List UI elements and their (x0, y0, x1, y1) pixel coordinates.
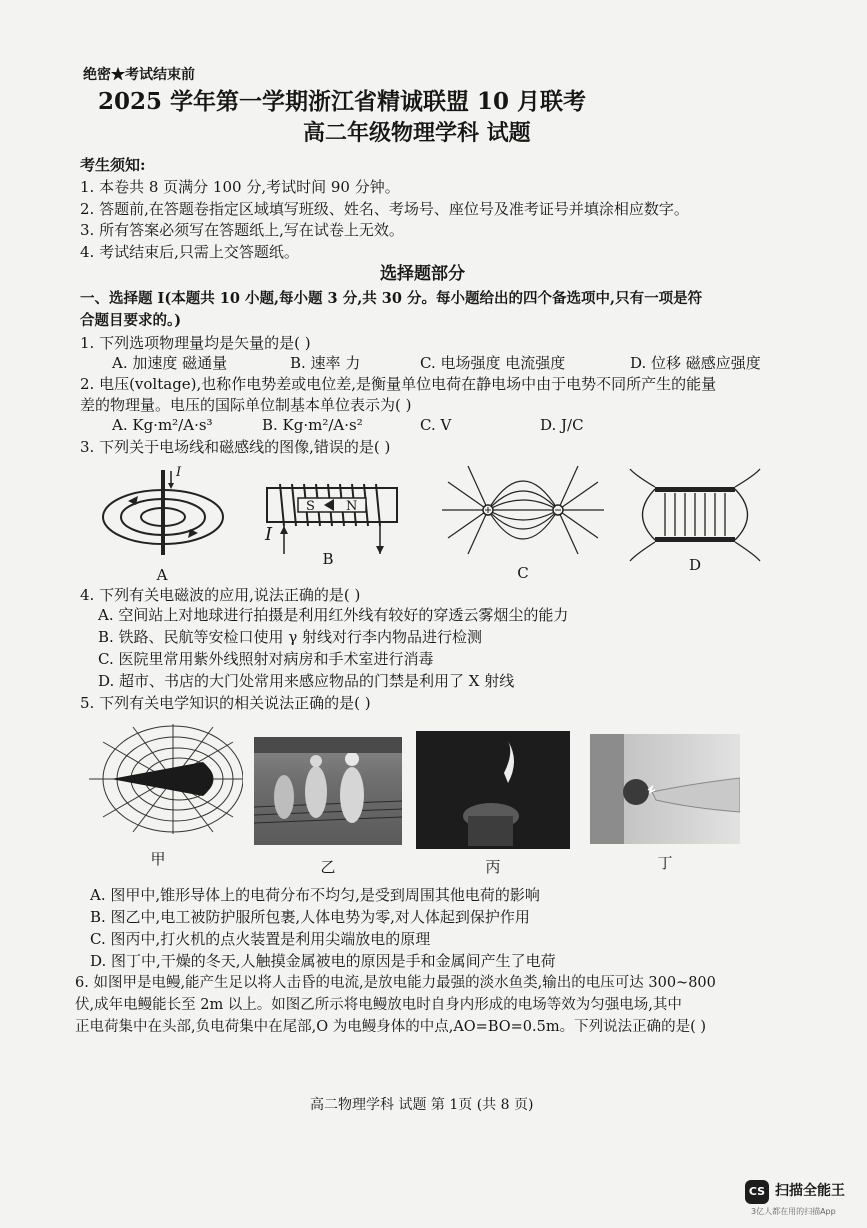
confidential-mark: 绝密★考试结束前 (83, 67, 195, 83)
q5-option-b: B. 图乙中,电工被防护服所包裹,人体电势为零,对人体起到保护作用 (90, 908, 530, 926)
figure-3a-current-label: I (176, 465, 182, 480)
q4-option-c: C. 医院里常用紫外线照射对病房和手术室进行消毒 (98, 650, 434, 668)
magnet-s-pole: S (306, 499, 315, 514)
question-5-stem: 5. 下列有关电学知识的相关说法正确的是( ) (80, 694, 371, 712)
page-footer: 高二物理学科 试题 第 1页 (共 8 页) (310, 1097, 534, 1113)
notice-item: 1. 本卷共 8 页满分 100 分,考试时间 90 分钟。 (80, 178, 400, 196)
q1-option-a: A. 加速度 磁通量 (112, 354, 228, 372)
figure-3a-wire-field (98, 465, 238, 565)
section-title: 选择题部分 (380, 264, 465, 284)
figure-5a-label: 甲 (150, 850, 166, 868)
question-6-stem: 6. 如图甲是电鳗,能产生足以将人击昏的电流,是放电能力最强的淡水鱼类,输出的电压可达 300~800 (75, 975, 716, 991)
q1-option-b: B. 速率 力 (290, 354, 361, 372)
question-6-stem: 正电荷集中在头部,负电荷集中在尾部,O 为电鳗身体的中点,AO=BO=0.5m。下列说法正确的是( ) (75, 1019, 707, 1035)
figure-5d-label: 丁 (657, 854, 673, 872)
q1-option-d: D. 位移 磁感应强度 (630, 354, 761, 372)
figure-5b-electricians-photo (254, 737, 402, 845)
figure-3d-label: D (688, 556, 702, 574)
question-1-stem: 1. 下列选项物理量均是矢量的是( ) (80, 334, 311, 352)
q2-option-b: B. Kg·m²/A·s² (262, 416, 363, 434)
figure-3c-dipole-field (438, 458, 608, 568)
scanner-watermark (745, 1178, 855, 1218)
q5-option-d: D. 图丁中,干燥的冬天,人触摸金属被电的原因是手和金属间产生了电荷 (90, 952, 556, 970)
q2-option-d: D. J/C (540, 416, 584, 434)
figure-3b-solenoid (262, 478, 402, 558)
notice-item: 4. 考试结束后,只需上交答题纸。 (80, 243, 299, 261)
q4-option-d: D. 超市、书店的大门处常用来感应物品的门禁是利用了 X 射线 (98, 672, 515, 690)
exam-title: 2025 学年第一学期浙江省精诚联盟 10 月联考 (98, 88, 587, 115)
q2-option-a: A. Kg·m²/A·s³ (112, 416, 213, 434)
figure-5c-lighter-photo (416, 731, 570, 849)
q1-option-c: C. 电场强度 电流强度 (420, 354, 566, 372)
section-intro: 合题目要求的。) (80, 312, 182, 329)
notice-heading: 考生须知: (80, 156, 146, 174)
figure-3b-label: B (322, 550, 334, 568)
static-shock-illustration (590, 734, 740, 844)
q4-option-b: B. 铁路、民航等安检口使用 γ 射线对行李内物品进行检测 (98, 628, 483, 646)
figure-3b-current-label: I (265, 524, 273, 545)
question-4-stem: 4. 下列有关电磁波的应用,说法正确的是( ) (80, 586, 361, 604)
scanner-app-name: 扫描全能王 (775, 1183, 845, 1199)
lighter-spark-illustration (416, 731, 570, 849)
section-intro: 一、选择题 I(本题共 10 小题,每小题 3 分,共 30 分。每小题给出的四个备选项中,只有一项是符 (80, 290, 703, 307)
magnet-n-pole: N (346, 499, 358, 514)
q5-option-a: A. 图甲中,锥形导体上的电荷分布不均匀,是受到周围其他电荷的影响 (90, 886, 540, 904)
camscanner-logo-icon: CS (745, 1180, 769, 1204)
question-2-stem: 2. 电压(voltage),也称作电势差或电位差,是衡量单位电荷在静电场中由于电势不同所产生的能量 (80, 375, 717, 393)
q4-option-a: A. 空间站上对地球进行拍摄是利用红外线有较好的穿透云雾烟尘的能力 (98, 606, 569, 624)
scanner-tagline: 3亿人都在用的扫描App (751, 1207, 836, 1216)
figure-5a-cone-conductor (83, 722, 243, 837)
exam-subtitle: 高二年级物理学科 试题 (303, 120, 531, 146)
figure-3a-label: A (156, 566, 168, 584)
figure-5c-label: 丙 (485, 858, 501, 876)
q2-option-c: C. V (420, 416, 452, 434)
figure-5b-label: 乙 (320, 858, 336, 876)
notice-item: 2. 答题前,在答题卷指定区域填写班级、姓名、考场号、座位号及准考证号并填涂相应数字。 (80, 200, 689, 218)
figure-5d-static-shock-photo (590, 734, 740, 844)
figure-3c-label: C (517, 564, 529, 582)
q5-option-c: C. 图丙中,打火机的点火装置是利用尖端放电的原理 (90, 930, 431, 948)
question-3-stem: 3. 下列关于电场线和磁感线的图像,错误的是( ) (80, 438, 391, 456)
question-2-stem: 差的物理量。电压的国际单位制基本单位表示为( ) (80, 396, 412, 414)
notice-item: 3. 所有答案必须写在答题纸上,写在试卷上无效。 (80, 221, 404, 239)
figure-3d-parallel-plates (625, 465, 765, 565)
question-6-stem: 伏,成年电鳗能长至 2m 以上。如图乙所示将电鳗放电时自身内形成的电场等效为匀强电场,其中 (75, 997, 682, 1013)
electricians-illustration (254, 737, 402, 845)
